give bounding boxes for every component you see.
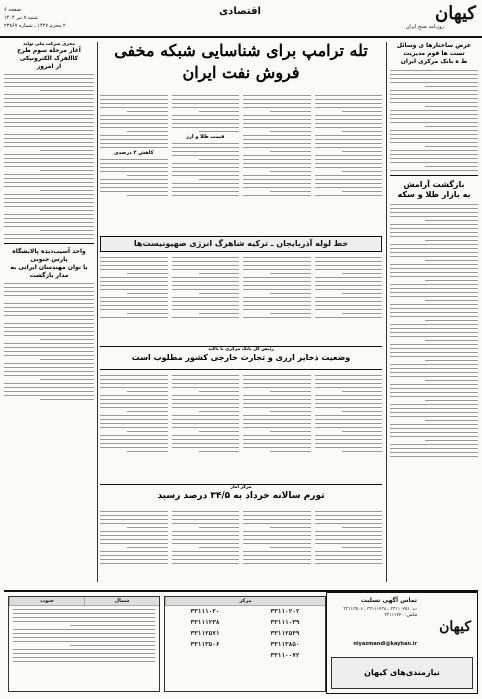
newspaper-logo: کیهان	[434, 3, 476, 24]
band-1-body	[100, 254, 382, 342]
left-headline-1: آغاز مرحله سوم طرح کاالفرک الکترونیکی	[17, 47, 81, 62]
band-2-headline: وضعیت ذخایر ارزی و تجارت خارجی کشور مطلوب است	[131, 353, 351, 362]
phone-number: ۳۳۱۱۱۲۳۸	[190, 619, 220, 626]
left-headline-3: واحد آسیب‌دیده پالایشگاه پارس جنوبی	[12, 248, 86, 263]
band-headline-1	[100, 236, 382, 252]
band-headline-2	[100, 346, 382, 370]
left-kicker: مجری شرکت ملی تولید	[22, 42, 76, 47]
ad-text: ت: ۳۳۱۱۰۲۵۱ ـ ۳۳۱۱۱۲۳۸ ـ ۳۳۱۱۳۵۰۶ فکس: ۳۳۱۱۱۲۲۰	[343, 607, 417, 618]
logo-subtitle: روزنامه صبح ایران	[405, 24, 444, 30]
band-2-body	[100, 372, 382, 482]
ad-logo: کیهان	[439, 619, 471, 635]
phone-number: ۳۳۱۱۰۰۷۲	[270, 652, 300, 659]
ad-footer	[331, 657, 473, 689]
phone-column-2	[165, 606, 245, 661]
band-3-body	[100, 508, 382, 586]
phone-number: ۳۳۱۱۲۵۴۹	[270, 630, 300, 637]
page-number: صفحه ۶	[4, 7, 21, 13]
ad-email[interactable]: niyazmandi@kayhan.ir	[353, 641, 417, 647]
band-2-kicker: رئیس کل بانک مرکزی با تأکید	[208, 347, 274, 352]
band-3-headline: تورم سالانه خرداد به ۳۴/۵ درصد رسید	[157, 491, 325, 501]
phone-table	[164, 596, 326, 692]
inline-head-1: قیمت طلا و ارز	[186, 134, 225, 140]
classifieds-table	[8, 596, 160, 692]
header-center: مرکز	[165, 597, 325, 605]
right-headline-4: به بازار طلا و سکه	[397, 190, 471, 199]
date-line-2: ۲ محرم ۱۴۴۷ ـ شماره ۲۳۸۶۷	[4, 23, 66, 29]
phone-number: ۳۳۱۱۱۰۲۰	[190, 608, 220, 615]
story-column	[172, 92, 240, 232]
right-headline-3: بازگشت آرامش	[403, 180, 465, 189]
classifieds-ad	[326, 592, 478, 694]
right-headline-2: ط ه بانک مرکزی ایران	[400, 58, 468, 65]
text-block	[4, 74, 94, 239]
text-block	[4, 283, 94, 400]
inline-head-2: کاهش ۲ درصدی	[113, 150, 154, 156]
phone-column-1	[245, 606, 325, 661]
text-block	[390, 70, 478, 171]
band-1-headline: خط لوله آذربایجان ـ ترکیه شاهرگ انرژی صهیونیست‌ها	[133, 239, 349, 248]
main-headline-line-2: فروش نفت ایران	[182, 63, 300, 82]
column-rule	[97, 42, 98, 582]
phone-number: ۳۳۱۱۳۵۰۶	[190, 641, 220, 648]
column-rule	[386, 42, 387, 582]
story-column	[243, 92, 311, 232]
left-headline-4: با توان مهندسان ایرانی به مدار بازگشت	[10, 264, 88, 279]
date-line-1: شنبه ۷ تیر ۱۴۰۴	[4, 15, 38, 21]
ad-box-title: تماس آگهی تسلیت	[360, 597, 417, 604]
right-column	[390, 42, 478, 582]
story-column	[315, 92, 383, 232]
section-title: اقتصادی	[219, 6, 261, 17]
phone-number: ۳۳۱۱۱۰۳۹	[270, 619, 300, 626]
table-body	[9, 609, 159, 662]
text-block	[390, 204, 478, 457]
phone-number: ۳۳۱۱۰۲۰۲	[270, 608, 300, 615]
dateline	[4, 6, 124, 30]
phone-number: ۳۳۱۱۳۸۵۰	[270, 641, 300, 648]
ad-title: نیازمندی‌های کیهان	[364, 668, 440, 677]
left-column	[4, 42, 94, 582]
main-story-body	[100, 92, 382, 232]
right-headline-1: عرض ساختارها ی وسائل تست ها قوم مدیریت	[396, 42, 472, 57]
band-headline-3	[100, 484, 382, 507]
band-3-kicker: مرکز آمار	[230, 485, 252, 490]
story-column	[100, 92, 168, 232]
main-headline-block	[100, 40, 382, 88]
left-headline-2: از امروز	[36, 63, 62, 70]
main-headline-line-1: تله ترامپ برای شناسایی شبکه مخفی	[114, 41, 368, 60]
phone-number: ۳۳۱۱۲۵۷۱	[190, 630, 220, 637]
table-header-row	[9, 597, 159, 606]
masthead	[0, 0, 482, 38]
header-south: جنوب	[9, 597, 84, 605]
header-north: شمال	[84, 597, 159, 605]
phone-header-row	[165, 597, 325, 606]
